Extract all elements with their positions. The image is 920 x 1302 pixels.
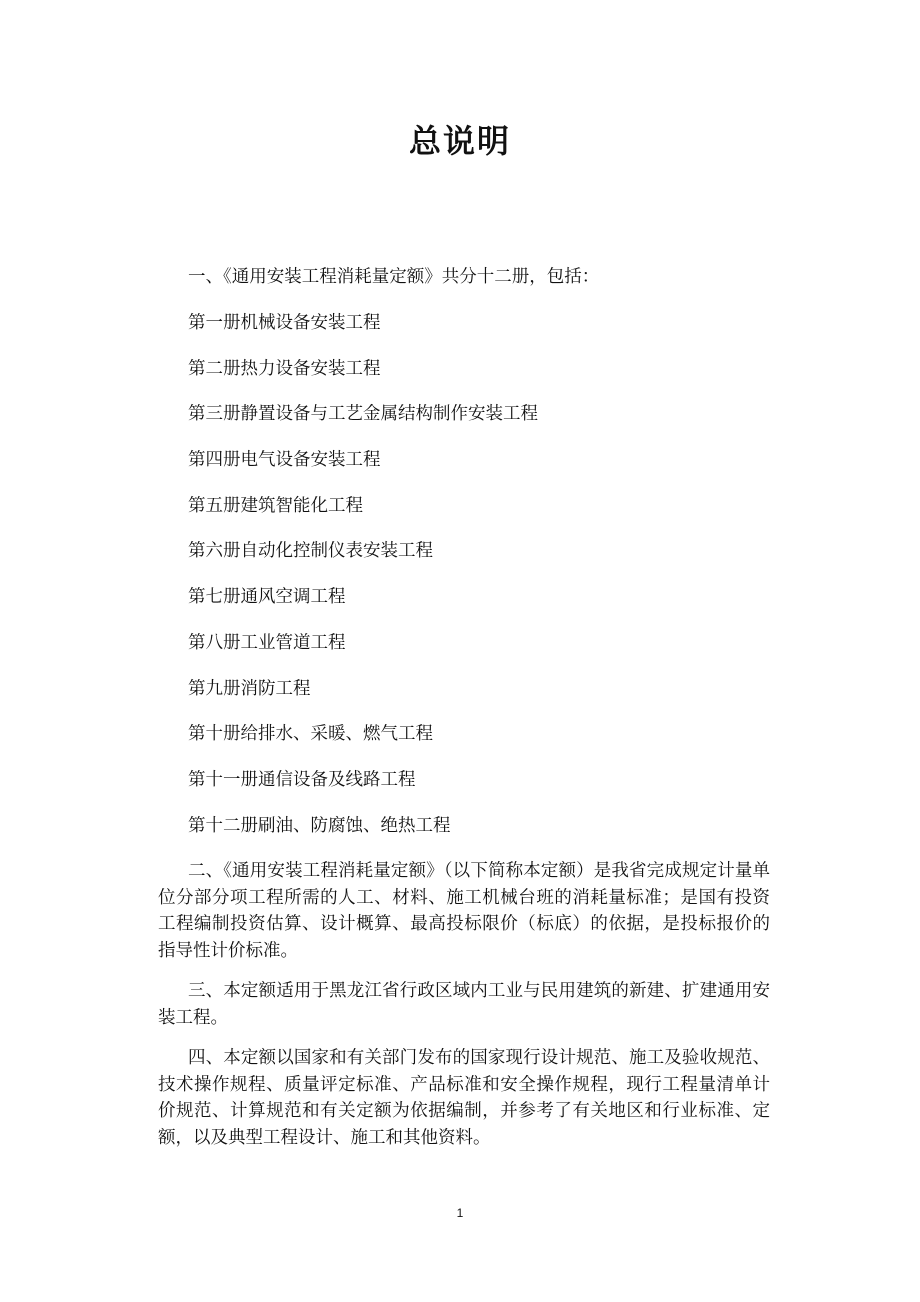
paragraph-scope-purpose: 二、《通用安装工程消耗量定额》（以下简称本定额）是我省完成规定计量单位分部分项工程所需的人工、材料、施工机械台班的消耗量标准；是国有投资工程编制投资估算、设计概算、最高投标限价（标底）的依据，是投标报价的指导性计价标准。	[158, 861, 770, 961]
volume-item-9: 第九册消防工程	[188, 678, 311, 699]
paragraph-basis: 四、本定额以国家和有关部门发布的国家现行设计规范、施工及验收规范、技术操作规程、质量评定标准、产品标准和安全操作规程，现行工程量清单计价规范、计算规范和有关定额为依据编制，并参考了有关地区和行业标准、定额，以及典型工程设计、施工和其他资料。	[158, 1048, 770, 1148]
volume-list	[188, 309, 538, 857]
volume-item-7: 第七册通风空调工程	[188, 587, 346, 608]
intro-paragraph: 一、《通用安装工程消耗量定额》共分十二册，包括：	[188, 267, 600, 287]
volume-item-11: 第十一册通信设备及线路工程	[188, 769, 416, 790]
volume-item-12: 第十二册刷油、防腐蚀、绝热工程	[188, 815, 451, 836]
volume-item-8: 第八册工业管道工程	[188, 632, 346, 653]
volume-item-2: 第二册热力设备安装工程	[188, 358, 381, 379]
page-title: 总说明	[408, 122, 511, 160]
volume-item-1: 第一册机械设备安装工程	[188, 313, 381, 333]
volume-item-10: 第十册给排水、采暖、燃气工程	[188, 724, 433, 745]
volume-item-4: 第四册电气设备安装工程	[188, 450, 381, 471]
paragraph-applicability: 三、本定额适用于黑龙江省行政区域内工业与民用建筑的新建、扩建通用安装工程。	[158, 981, 770, 1028]
volume-item-5: 第五册建筑智能化工程	[188, 495, 363, 516]
page-number: 1	[456, 1206, 464, 1220]
volume-item-6: 第六册自动化控制仪表安装工程	[188, 541, 433, 562]
volume-item-3: 第三册静置设备与工艺金属结构制作安装工程	[188, 404, 538, 425]
